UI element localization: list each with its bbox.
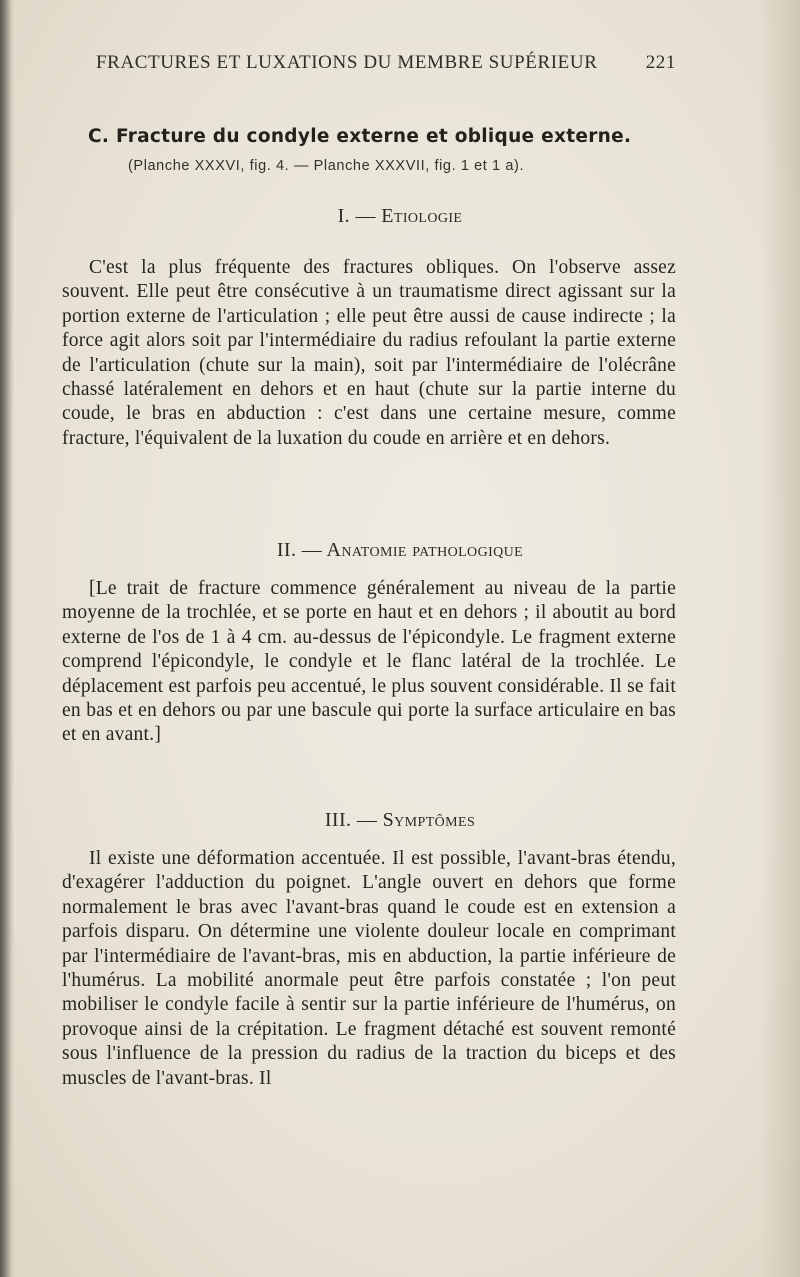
heading-symptomes	[0, 809, 800, 832]
book-spine-shadow	[0, 0, 14, 1277]
heading-etiologie	[0, 205, 800, 228]
plate-reference: (Planche XXXVI, fig. 4. — Planche XXXVII, fig. 1 et 1 a).	[128, 158, 525, 174]
heading-anatomie	[0, 539, 800, 562]
section-title: C. Fracture du condyle externe et oblique externe.	[88, 126, 632, 147]
running-head	[96, 52, 676, 74]
heading-symptomes-text: III. — Symptômes	[324, 809, 476, 831]
paragraph-symptomes: Il existe une déformation accentuée. Il est possible, l'avant-bras étendu, d'exagérer l'adduction du poignet. L'angle ouvert en dehors que forme normalement le bras avec l'avant-bras quand le coude est en extension a parfois disparu. On détermine une violente douleur locale en comprimant par l'intermédiaire de l'avant-bras, mis en abduction, la partie inférieure de l'humérus. La mobilité anormale peut être parfois constatée ; l'on peut mobiliser le condyle facile à sentir sur la partie inférieure de l'humérus, on provoque ainsi de la crépitation. Le fragment détaché est souvent remonté sous l'influence de la pression du radius de la traction du biceps et des muscles de l'avant-bras. Il	[62, 848, 676, 1089]
heading-anatomie-text: II. — Anatomie pathologique	[276, 539, 524, 561]
running-head-title: FRACTURES ET LUXATIONS DU MEMBRE SUPÉRIEUR	[96, 52, 598, 73]
paragraph-anatomie: [Le trait de fracture commence généralement au niveau de la partie moyenne de la trochlée, et se porte en haut et en dehors ; il aboutit au bord externe de l'os de 1 à 4 cm. au-dessus de l'épicondyle. Le fragment externe comprend l'épicondyle, le condyle et le flanc latéral de la trochlée. Le déplacement est parfois peu accentué, le plus souvent considérable. Il se fait en bas et en dehors ou par une bascule qui porte la surface articulaire en bas et en avant.]	[62, 578, 676, 746]
page-edge-shadow	[760, 0, 800, 1277]
page-number: 221	[645, 52, 676, 73]
paragraph-etiologie: C'est la plus fréquente des fractures obliques. On l'observe assez souvent. Elle peut être consécutive à un traumatisme direct agissant sur la portion externe de l'articulation ; elle peut être aussi de cause indirecte ; la force agit alors soit par l'intermédiaire du radius refoulant la partie externe de l'articulation (chute sur la main), soit par l'intermédiaire de l'olécrâne chassé latéralement en dehors et en haut (chute sur la partie interne du coude, le bras en abduction : c'est dans une certaine mesure, comme fracture, l'équivalent de la luxation du coude en arrière et en dehors.	[62, 257, 676, 449]
heading-etiologie-text: I. — Etiologie	[337, 205, 463, 227]
